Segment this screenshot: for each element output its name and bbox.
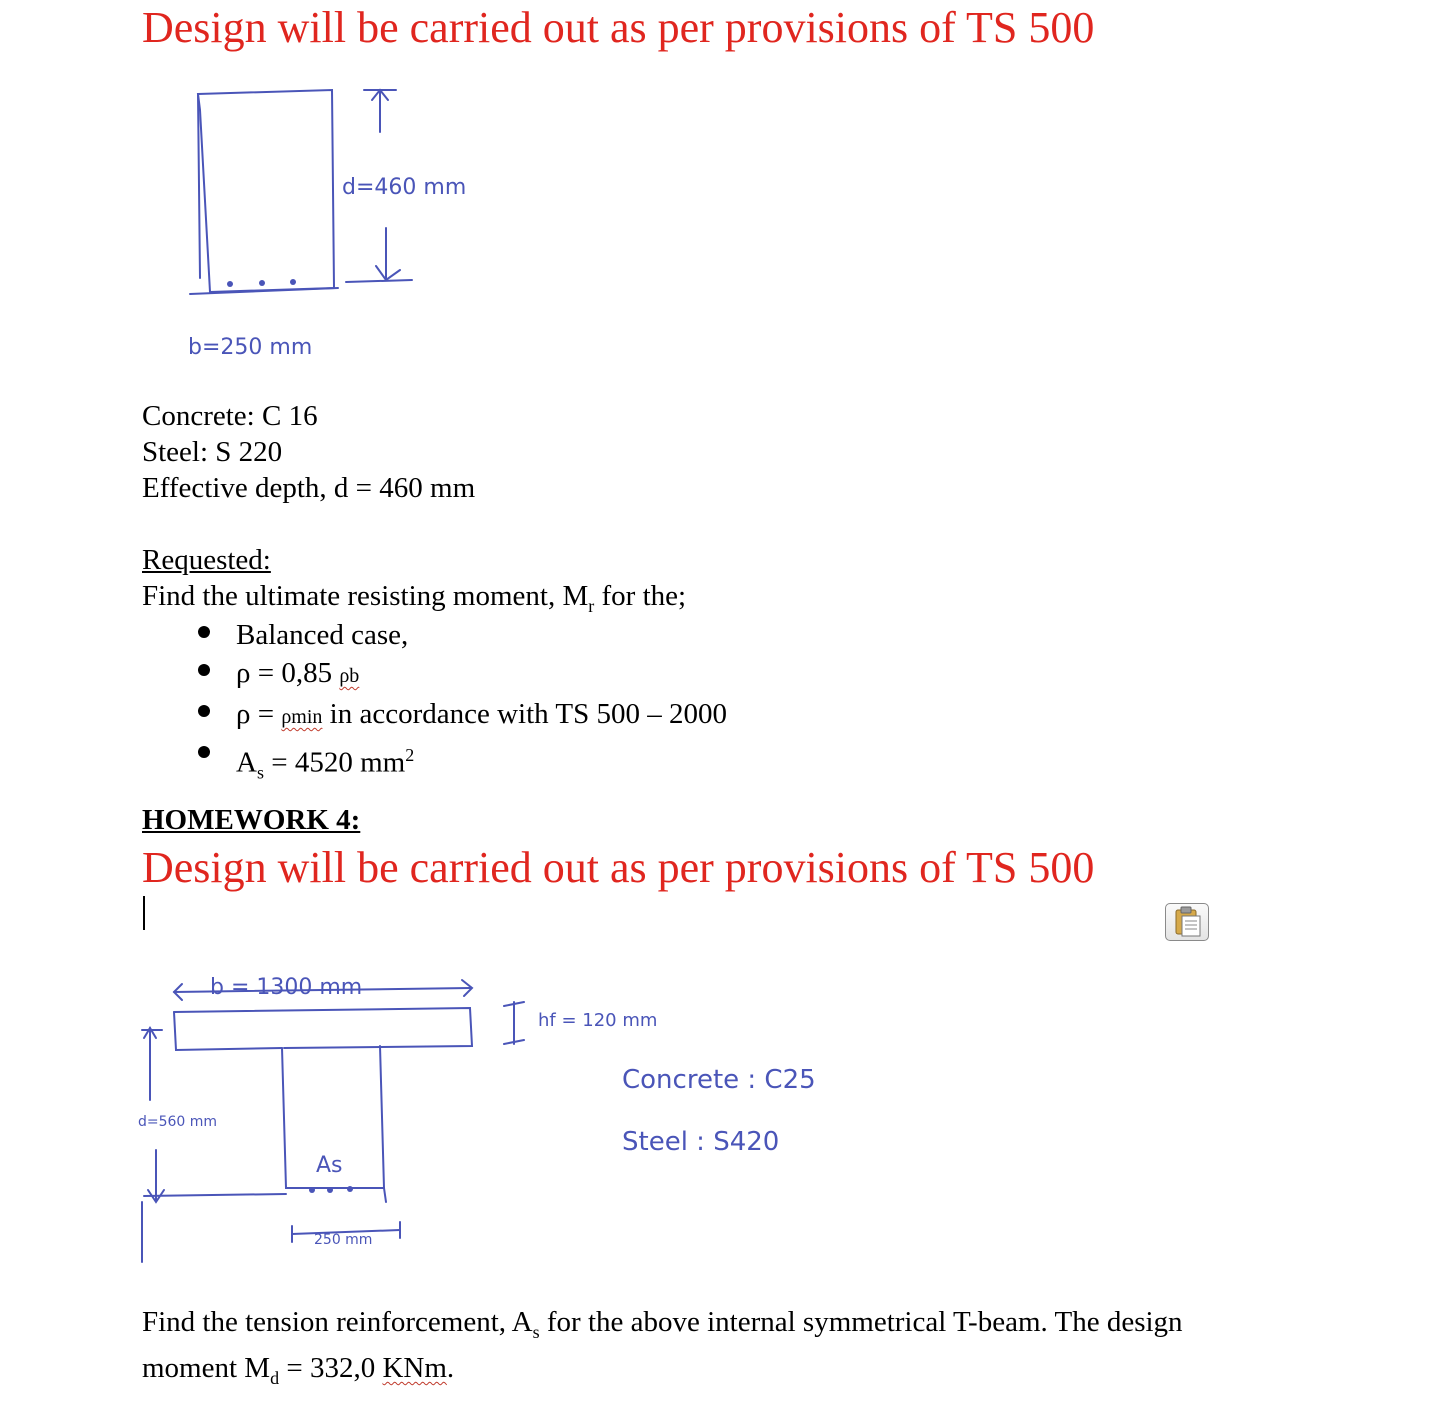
task-line-2: moment $M_d = 332,0$ KNm. [142,1351,455,1388]
task-block [142,1304,1183,1396]
t-beam-sketch [130,950,960,1270]
depth-label: d=560 mm [138,1114,218,1130]
requested-list [142,616,727,791]
bullet-icon [198,746,210,758]
bullet-icon [198,705,210,717]
list-item: $A_s = 4520$ $mm^2$ [142,736,727,791]
rectangular-section-sketch [150,70,570,370]
requested-heading: Requested: [142,544,271,576]
homework-title: Design will be carried out as per provisions of TS 500 [142,843,1095,892]
steel-area-label: As [316,1153,343,1178]
depth-label: d=460 mm [342,175,467,200]
flange-width-label: b = 1300 mm [210,975,363,1000]
concrete-grade: Concrete: C 16 [142,400,318,432]
task-line-1: Find the tension reinforcement, $A_s$ for the above internal symmetrical T-beam. The design [142,1306,1183,1342]
flange-outline [174,1008,472,1048]
list-item: ρ = 0,85 ρb [142,654,727,695]
requested-prompt: Find the ultimate resisting moment, $M_r$ for the; [142,580,687,616]
effective-depth: Effective depth, d = 460 mm [142,472,476,504]
bullet-icon [198,626,210,638]
rebar-dots [227,279,296,287]
steel-label: Steel : S420 [622,1127,780,1157]
flange-thickness-label: hf = 120 mm [538,1010,658,1031]
page-title: Design will be carried out as per provisions of TS 500 [142,3,1095,52]
steel-grade: Steel: S 220 [142,436,283,468]
concrete-label: Concrete : C25 [622,1065,816,1095]
text-cursor[interactable] [143,896,145,930]
list-item: Balanced case, [142,616,727,654]
clipboard-icon [1166,904,1208,940]
materials-block [142,398,475,506]
section-outline [198,90,334,292]
bullet-icon [198,664,210,676]
requested-block [142,542,686,624]
web-width-label: 250 mm [314,1232,373,1248]
list-item: ρ = ρmin in accordance with TS 500 – 2000 [142,695,727,736]
paste-options-button[interactable] [1165,903,1209,941]
width-label: b=250 mm [188,335,313,360]
homework-heading: HOMEWORK 4: [142,804,361,836]
